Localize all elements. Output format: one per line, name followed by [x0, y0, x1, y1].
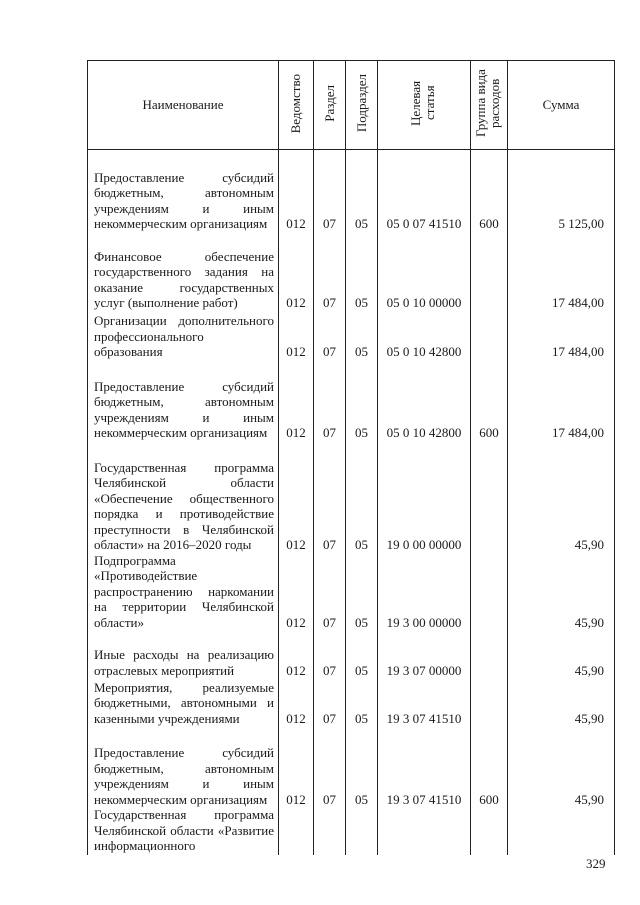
- row-target-article: 05 0 10 42800: [378, 311, 471, 360]
- row-amount: 45,90: [508, 630, 615, 678]
- table-row: [88, 553, 615, 631]
- row-expense-group: [471, 441, 508, 553]
- row-section: 07: [314, 726, 346, 807]
- row-section: 07: [314, 441, 346, 553]
- row-expense-group: [471, 553, 508, 631]
- table-row: [88, 630, 615, 678]
- row-department: 012: [279, 311, 314, 360]
- row-subsection: 05: [346, 726, 378, 807]
- row-name: Предоставление субсидий бюджетным, автономным учреждениям и иным некоммерческим организациям: [88, 150, 279, 232]
- header-subsection: Подраздел: [346, 61, 378, 150]
- row-name: Иные расходы на реализацию отраслевых мероприятий: [88, 630, 279, 678]
- row-expense-group: 600: [471, 150, 508, 232]
- row-subsection: 05: [346, 150, 378, 232]
- table-row: [88, 150, 615, 232]
- row-department: 012: [279, 678, 314, 726]
- row-expense-group: [471, 630, 508, 678]
- row-name: Государственная программа Челябинской области «Обеспечение общественного порядка и противодействие преступности в Челябинской области» на 2016–2020 годы: [88, 441, 279, 553]
- row-expense-group: 600: [471, 726, 508, 807]
- table-row: [88, 441, 615, 553]
- row-section: 07: [314, 360, 346, 441]
- row-subsection: [346, 807, 378, 855]
- row-amount: 45,90: [508, 553, 615, 631]
- row-amount: [508, 807, 615, 855]
- row-section: 07: [314, 678, 346, 726]
- row-amount: 17 484,00: [508, 360, 615, 441]
- row-section: 07: [314, 553, 346, 631]
- row-amount: 17 484,00: [508, 311, 615, 360]
- row-subsection: 05: [346, 678, 378, 726]
- row-name: Финансовое обеспечение государственного задания на оказание государственных услуг (выполнение работ): [88, 232, 279, 311]
- row-target-article: 05 0 07 41510: [378, 150, 471, 232]
- table-row: [88, 678, 615, 726]
- budget-table: [87, 60, 615, 855]
- row-amount: 45,90: [508, 678, 615, 726]
- row-section: 07: [314, 150, 346, 232]
- row-amount: 45,90: [508, 441, 615, 553]
- row-amount: 17 484,00: [508, 232, 615, 311]
- row-name: Предоставление субсидий бюджетным, автономным учреждениям и иным некоммерческим организациям: [88, 726, 279, 807]
- row-target-article: 05 0 10 42800: [378, 360, 471, 441]
- row-section: 07: [314, 311, 346, 360]
- row-name: Государственная программа Челябинской области «Развитие информационного: [88, 807, 279, 855]
- row-section: [314, 807, 346, 855]
- table-row: [88, 311, 615, 360]
- header-name: Наименование: [88, 61, 279, 150]
- row-department: 012: [279, 553, 314, 631]
- row-name: Мероприятия, реализуемые бюджетными, автономными и казенными учреждениями: [88, 678, 279, 726]
- row-name: Подпрограмма «Противодействие распространению наркомании на территории Челябинской области»: [88, 553, 279, 631]
- table-row: [88, 726, 615, 807]
- header-department: Ведомство: [279, 61, 314, 150]
- row-target-article: 19 3 07 00000: [378, 630, 471, 678]
- header-expense-group: Группа вида расходов: [471, 61, 508, 150]
- header-section: Раздел: [314, 61, 346, 150]
- row-target-article: 19 3 07 41510: [378, 678, 471, 726]
- row-target-article: 19 3 00 00000: [378, 553, 471, 631]
- row-subsection: 05: [346, 441, 378, 553]
- row-target-article: [378, 807, 471, 855]
- row-subsection: 05: [346, 232, 378, 311]
- table-row: [88, 232, 615, 311]
- row-department: 012: [279, 150, 314, 232]
- row-department: [279, 807, 314, 855]
- row-section: 07: [314, 630, 346, 678]
- header-target-article: Целевая статья: [378, 61, 471, 150]
- row-subsection: 05: [346, 360, 378, 441]
- row-target-article: 05 0 10 00000: [378, 232, 471, 311]
- row-name: Организации дополнительного профессионального образования: [88, 311, 279, 360]
- table-header-row: [88, 61, 615, 150]
- row-subsection: 05: [346, 553, 378, 631]
- row-expense-group: [471, 678, 508, 726]
- row-name: Предоставление субсидий бюджетным, автономным учреждениям и иным некоммерческим организациям: [88, 360, 279, 441]
- row-amount: 5 125,00: [508, 150, 615, 232]
- row-expense-group: [471, 807, 508, 855]
- row-department: 012: [279, 232, 314, 311]
- row-expense-group: 600: [471, 360, 508, 441]
- row-amount: 45,90: [508, 726, 615, 807]
- row-expense-group: [471, 311, 508, 360]
- table-row: [88, 807, 615, 855]
- row-subsection: 05: [346, 630, 378, 678]
- page-number: 329: [586, 856, 606, 871]
- table-row: [88, 360, 615, 441]
- row-target-article: 19 0 00 00000: [378, 441, 471, 553]
- row-target-article: 19 3 07 41510: [378, 726, 471, 807]
- row-expense-group: [471, 232, 508, 311]
- row-section: 07: [314, 232, 346, 311]
- row-department: 012: [279, 441, 314, 553]
- header-amount: Сумма: [508, 61, 615, 150]
- row-department: 012: [279, 360, 314, 441]
- row-department: 012: [279, 726, 314, 807]
- row-department: 012: [279, 630, 314, 678]
- row-subsection: 05: [346, 311, 378, 360]
